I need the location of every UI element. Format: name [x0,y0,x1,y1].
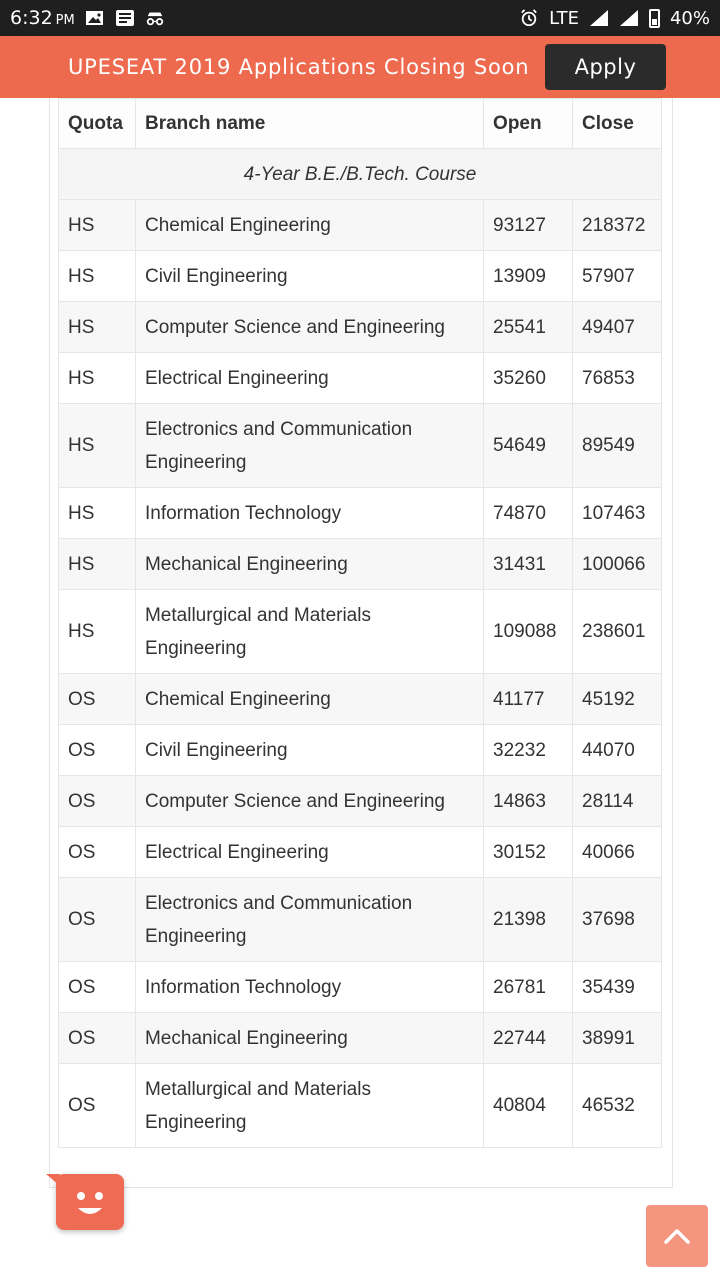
cell-open: 26781 [484,962,573,1013]
table-row [59,251,662,302]
cell-quota: OS [59,878,136,962]
cell-close: 57907 [573,251,662,302]
cell-close: 45192 [573,674,662,725]
cell-branch: Chemical Engineering [135,674,483,725]
cell-quota: HS [59,200,136,251]
cell-open: 35260 [484,353,573,404]
table-row [59,962,662,1013]
cell-branch: Computer Science and Engineering [135,302,483,353]
cell-open: 109088 [484,590,573,674]
cell-close: 35439 [573,962,662,1013]
cell-branch: Chemical Engineering [135,200,483,251]
table-row [59,590,662,674]
cell-branch: Civil Engineering [135,251,483,302]
cell-open: 30152 [484,827,573,878]
chevron-up-icon [663,1226,691,1246]
cell-open: 93127 [484,200,573,251]
cell-open: 25541 [484,302,573,353]
apply-button[interactable]: Apply [545,44,666,90]
table-row [59,725,662,776]
cell-close: 40066 [573,827,662,878]
cell-open: 41177 [484,674,573,725]
chat-button[interactable] [56,1174,124,1230]
chat-smiley-icon [56,1174,124,1230]
cell-quota: OS [59,1013,136,1064]
course-title: 4-Year B.E./B.Tech. Course [59,149,662,200]
cutoff-table [58,98,662,1148]
table-row [59,404,662,488]
cell-close: 49407 [573,302,662,353]
cell-quota: OS [59,962,136,1013]
table-row [59,878,662,962]
cell-close: 107463 [573,488,662,539]
cell-quota: OS [59,1064,136,1148]
cell-open: 31431 [484,539,573,590]
signal-icon [589,9,609,27]
table-row [59,488,662,539]
table-row [59,353,662,404]
table-row [59,200,662,251]
table-row [59,674,662,725]
scroll-to-top-button[interactable] [646,1205,708,1267]
incognito-icon [145,9,165,27]
image-notification-icon [85,9,105,27]
battery-icon [649,9,660,28]
cell-close: 100066 [573,539,662,590]
cell-quota: HS [59,590,136,674]
header-open: Open [484,99,573,149]
battery-level: 40% [669,7,710,29]
status-bar-left [10,7,165,29]
cell-close: 76853 [573,353,662,404]
cell-branch: Metallurgical and Materials Engineering [135,1064,483,1148]
cell-branch: Civil Engineering [135,725,483,776]
cell-close: 28114 [573,776,662,827]
cell-open: 40804 [484,1064,573,1148]
cell-quota: HS [59,488,136,539]
network-type: LTE [549,7,579,29]
cell-branch: Computer Science and Engineering [135,776,483,827]
status-time [10,7,75,29]
cell-close: 37698 [573,878,662,962]
table-header-row [59,99,662,149]
header-quota: Quota [59,99,136,149]
news-notification-icon [115,9,135,27]
cell-branch: Information Technology [135,488,483,539]
cell-close: 218372 [573,200,662,251]
cell-quota: HS [59,251,136,302]
cell-branch: Mechanical Engineering [135,1013,483,1064]
cell-close: 89549 [573,404,662,488]
cell-quota: HS [59,539,136,590]
table-row [59,1013,662,1064]
cell-branch: Electronics and Communication Engineering [135,878,483,962]
cell-open: 54649 [484,404,573,488]
cell-open: 74870 [484,488,573,539]
table-row [59,539,662,590]
table-row [59,1064,662,1148]
header-close: Close [573,99,662,149]
promo-banner [0,36,720,98]
table-row [59,776,662,827]
course-row [59,149,662,200]
header-branch: Branch name [135,99,483,149]
cell-quota: OS [59,776,136,827]
cell-quota: OS [59,725,136,776]
cell-branch: Electrical Engineering [135,827,483,878]
cell-open: 14863 [484,776,573,827]
cell-quota: HS [59,404,136,488]
status-time-value: 6:32 [10,7,53,29]
cell-open: 22744 [484,1013,573,1064]
status-bar [0,0,720,36]
cell-close: 38991 [573,1013,662,1064]
cell-open: 13909 [484,251,573,302]
cell-open: 32232 [484,725,573,776]
signal-icon-2 [619,9,639,27]
table-row [59,827,662,878]
cell-close: 44070 [573,725,662,776]
cell-branch: Electronics and Communication Engineering [135,404,483,488]
alarm-icon [519,9,539,27]
cell-branch: Electrical Engineering [135,353,483,404]
table-row [59,302,662,353]
status-time-ampm: PM [55,13,75,28]
status-bar-right [519,8,710,29]
cell-close: 46532 [573,1064,662,1148]
cell-quota: OS [59,674,136,725]
cell-quota: HS [59,302,136,353]
cell-open: 21398 [484,878,573,962]
cell-quota: HS [59,353,136,404]
cell-close: 238601 [573,590,662,674]
cell-branch: Information Technology [135,962,483,1013]
banner-text: UPESEAT 2019 Applications Closing Soon [68,55,530,79]
cell-quota: OS [59,827,136,878]
cell-branch: Mechanical Engineering [135,539,483,590]
cell-branch: Metallurgical and Materials Engineering [135,590,483,674]
